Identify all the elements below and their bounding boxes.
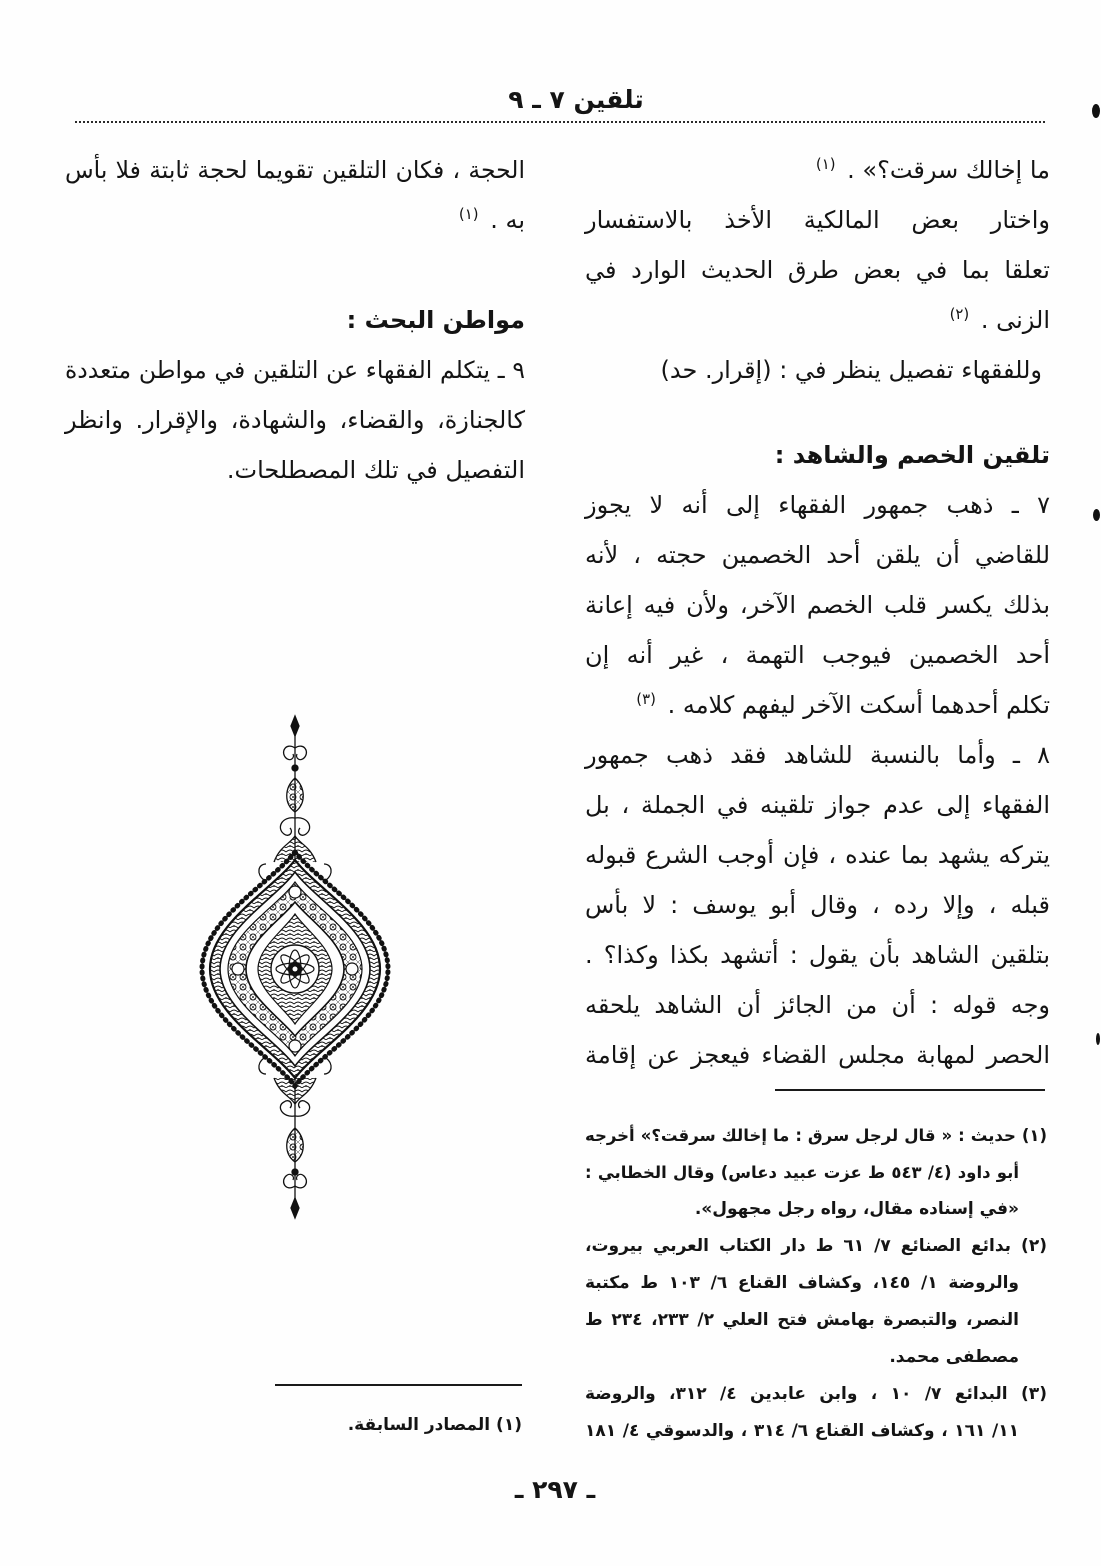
body-line: وجه قوله : أن من الجائز أن الشاهد يلحقه <box>585 991 1050 1019</box>
footnote-separator <box>775 1089 1045 1091</box>
spacer <box>65 245 525 295</box>
right-column <box>585 145 1050 1080</box>
body-line-text: الزنى . <box>980 306 1050 334</box>
body-line: ٩ ـ يتكلم الفقهاء عن التلقين في مواطن متعددة <box>65 356 525 384</box>
body-line: ٧ ـ ذهب جمهور الفقهاء إلى أنه لا يجوز <box>585 491 1050 519</box>
section-heading: تلقين الخصم والشاهد : <box>774 441 1050 469</box>
body-line: الحصر لمهابة مجلس القضاء فيعجز عن إقامة <box>585 1041 1050 1069</box>
footnote-line: «في إسناده مقال، رواه رجل مجهول». <box>694 1199 1019 1219</box>
body-line: الحجة ، فكان التلقين تقويما لحجة ثابتة فلا بأس <box>65 156 525 184</box>
body-line: تعلقا بما في بعض طرق الحديث الوارد في <box>585 256 1050 284</box>
scan-mark <box>1093 509 1100 521</box>
footnote-line: (٣) البدائع ٧/ ١٠ ، وابن عابدين ٤/ ٣١٢، والروضة <box>585 1384 1047 1404</box>
body-line: يتركه يشهد بما عنده ، فإن أوجب الشرع قبوله <box>585 841 1050 869</box>
footnote-line: أبو داود (٤/ ٥٤٣ ط عزت عبيد دعاس) وقال الخطابي : <box>585 1163 1019 1182</box>
scan-mark <box>1096 1033 1100 1045</box>
footnote-line: النصر، والتبصرة بهامش فتح العلي ٢/ ٢٣٣، ٢٣٤ ط <box>585 1310 1019 1330</box>
body-line: بتلقين الشاهد بأن يقول : أتشهد بكذا وكذا؟ . <box>585 941 1050 969</box>
footnote-ref: (٢) <box>949 305 970 324</box>
body-line <box>585 680 1050 730</box>
body-line <box>585 145 1050 195</box>
body-line: التفصيل في تلك المصطلحات. <box>226 456 525 484</box>
body-line: للقاضي أن يلقن أحد الخصمين حجته ، لأنه <box>585 541 1050 569</box>
footnote-line: (١) المصادر السابقة. <box>347 1415 522 1435</box>
spacer <box>585 395 1050 430</box>
body-line-text: به . <box>490 206 525 234</box>
ornament-bottom-stem <box>259 1058 331 1218</box>
scan-mark <box>1092 104 1100 118</box>
footnote-line: (١) حديث : « قال لرجل سرق : ما إخالك سرقت؟» أخرجه <box>585 1126 1047 1145</box>
body-line-text: ما إخالك سرقت؟» . <box>847 156 1050 184</box>
body-line <box>65 195 525 245</box>
body-line: كالجنازة، والقضاء، والشهادة، والإقرار. وانظر <box>65 406 525 434</box>
page-number: ـ ٢٩٧ ـ <box>514 1475 596 1504</box>
body-line: أحد الخصمين فيوجب التهمة ، غير أنه إن <box>585 641 1050 669</box>
ornament-body <box>202 852 388 1086</box>
left-column <box>65 145 525 495</box>
body-line: قبله ، وإلا رده ، وقال أبو يوسف : لا بأس <box>585 891 1050 919</box>
footnote-line: والروضة ١/ ١٤٥، وكشاف القناع ٦/ ١٠٣ ط مكتبة <box>585 1273 1019 1293</box>
footnote-line: مصطفى محمد. <box>889 1347 1019 1367</box>
section-heading: مواطن البحث : <box>346 306 525 334</box>
footnotes <box>65 1407 522 1444</box>
header-dotted-rule <box>75 121 1045 123</box>
body-line: وللفقهاء تفصيل ينظر في : (إقرار. حد) <box>660 356 1042 384</box>
footnote-line: (٢) بدائع الصنائع ٧/ ٦١ ط دار الكتاب العربي بيروت، <box>585 1236 1047 1256</box>
footnotes <box>585 1117 1047 1450</box>
body-line: بذلك يكسر قلب الخصم الآخر، ولأن فيه إعانة <box>585 591 1050 619</box>
running-title: تلقين ٧ ـ ٩ <box>508 85 644 114</box>
footnote-separator <box>275 1384 522 1386</box>
footnote-ref: (١) <box>458 205 479 224</box>
ornament <box>198 712 393 1222</box>
body-line: الفقهاء إلى عدم جواز تلقينه في الجملة ، بل <box>585 791 1050 819</box>
body-line: واختار بعض المالكية الأخذ بالاستفسار <box>585 206 1050 234</box>
body-line-text: تكلم أحدهما أسكت الآخر ليفهم كلامه . <box>667 691 1050 719</box>
footnote-ref: (١) <box>815 155 836 174</box>
ornament-top-stem <box>259 716 331 880</box>
body-line: ٨ ـ وأما بالنسبة للشاهد فقد ذهب جمهور <box>585 741 1050 769</box>
footnote-line: ١١/ ١٦١ ، وكشاف القناع ٦/ ٣١٤ ، والدسوقي ٤/ ١٨١ <box>585 1421 1019 1441</box>
body-line <box>585 295 1050 345</box>
footnote-ref: (٣) <box>636 690 656 709</box>
